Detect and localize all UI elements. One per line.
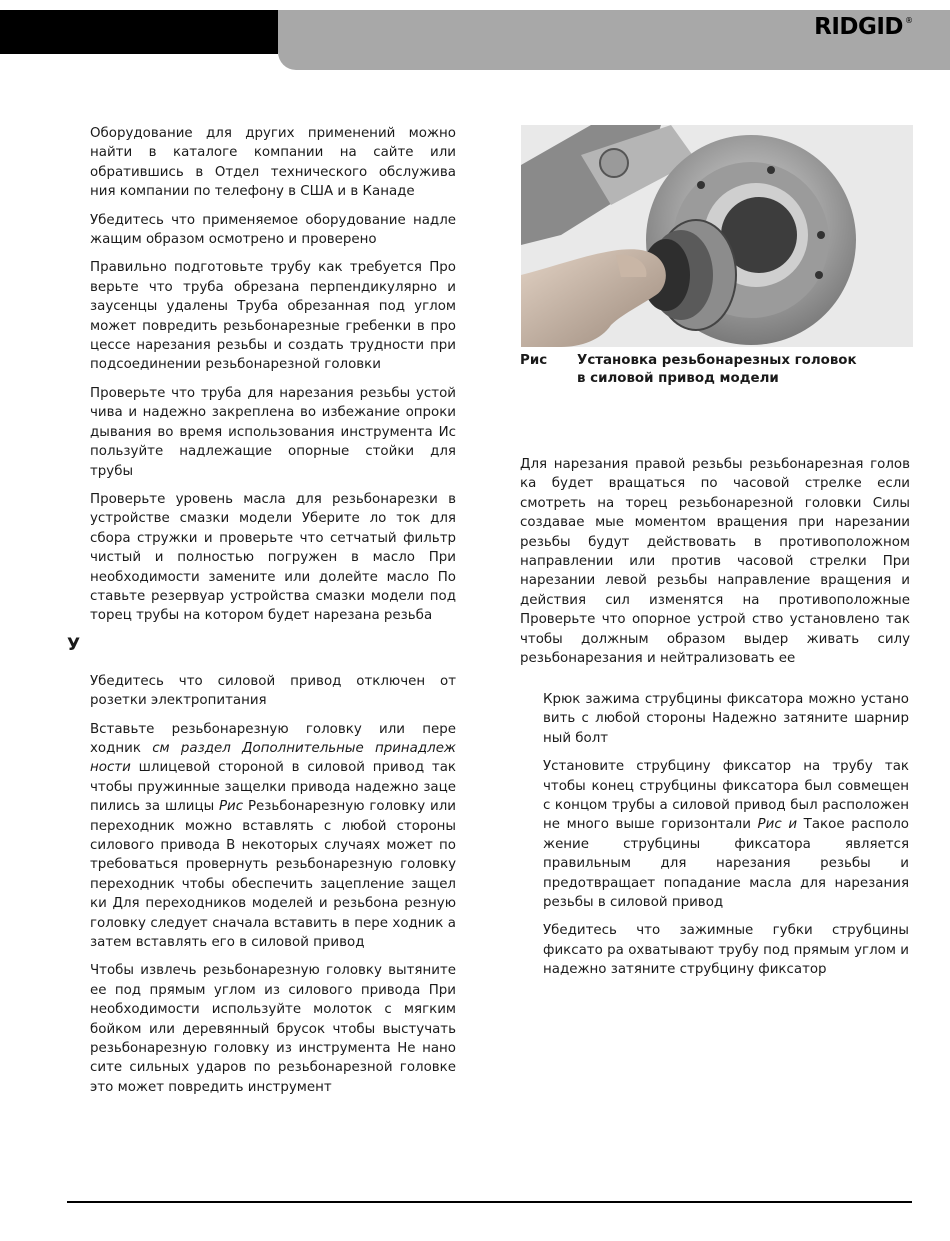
caption-line-2: в силовой привод модели [577,371,779,386]
paragraph-rotation-direction: Для нарезания правой резьбы резьбонарезная голов ка будет вращаться по часовой стрелке если смотреть на торец резьбонарезной головки Силы создавае мые моментом вращения при нарезании резьбы будут действовать в противоположном направлении или против часовой стрелки При нарезании левой резьбы направление вращения и действия сил изменятся на противоположные Проверьте что опорное устрой ство установлено так чтобы должным образом выдер живать силу резьбонарезания и нейтрализовать ее [520,457,910,667]
die-head-installation-illustration [521,125,913,347]
p7-text-mid: шлицевой стороной в силовой привод так чтобы пружинные защелки привода надежно заце пились за шлицы [90,760,456,815]
logo-text: RIDGID [814,14,903,40]
p7-italic-figure-ref: Рис [218,799,244,815]
paragraph-oil-level: Проверьте уровень масла для резьбонарезки в устройстве смазки модели Уберите ло ток для сбора стружки и проверьте что сетчатый фильтр чистый и полностью погружен в масло При необходимости замените или долейте масло По ставьте резервуар устройства смазки модели под торец трубы на котором будет нарезана резьба [90,491,456,624]
p3-text-end: Такое располо жение струбцины фиксатора является правильным для нарезания резьбы и предотвращает попадание масла для нарезания резьбы в силовой привод [543,817,909,911]
ridgid-logo [814,14,913,40]
paragraph-pipe-stability: Проверьте что труба для нарезания резьбы устой чива и надежно закреплена во избежание опроки дывания во время использования инструмента Ис пользуйте надлежащие опорные стойки для трубы [90,385,456,479]
paragraph-prepare-pipe: Правильно подготовьте трубу как требуется Про верьте что труба обрезана перпендикулярно и заусенцы удалены Труба обрезанная под углом может повредить резьбонарезные гребенки в про цессе нарезания резьбы и создать трудности при подсоединении резьбонарезной головки [90,260,456,373]
paragraph-equipment-catalog: Оборудование для других применений можно найти в каталоге компании на сайте или обратившись в Отдел технического обслужива ния компании по телефону в США и в Канаде [90,126,456,200]
right-column-top [520,455,910,677]
p3-text-start: Установите струбцину фиксатор на трубу так чтобы конец струбцины фиксатора был совмещен с концом трубы а силовой привод был расположен не много выше горизонтали [543,759,909,833]
right-column-bottom [543,690,909,989]
paragraph-inspect-equipment: Убедитесь что применяемое оборудование надле жащим образом осмотрено и проверено [90,212,456,248]
left-column [90,124,456,1106]
caption-line-1: Установка резьбонарезных головок [577,353,857,368]
paragraph-remove-die-head: Чтобы извлечь резьбонарезную головку вытяните ее под прямым углом из силового привода При необходимости используйте молоток с мягким бойком или деревянный брусок чтобы выстучать резьбонарезную головку из инструмента Не нано сите сильных ударов по резьбонарезной головке это может повредить инструмент [90,963,456,1095]
paragraph-insert-die-head [90,720,456,953]
section-marker: У [67,635,81,655]
figure-caption-text [577,352,910,388]
registered-mark: ® [905,15,913,25]
figure-label: Рис [520,353,548,368]
p7-text-start: Вставьте резьбонарезную головку или пере ходник [90,721,456,756]
figure-photo [521,125,913,347]
p7-text-end: Резьбонарезную головку или переходник можно вставлять с любой стороны силового привода В некоторых случаях может по требоваться провернуть резьбонарезную головку переходник чтобы обеспечить зацепление защел ки Для переходников моделей и резьбона резную головку следует сначала вставить в пере ходник а затем вставлять его в силовой привод [90,799,456,951]
p3-italic-figure-ref: Рис и [757,817,798,833]
paragraph-unplug-drive: Убедитесь что силовой привод отключен от розетки электропитания [90,673,456,709]
paragraph-install-clamp [543,757,909,912]
paragraph-clamp-jaws: Убедитесь что зажимные губки струбцины фиксато ра охватывают трубу под прямым углом и надежно затяните струбцину фиксатор [543,923,909,978]
p7-italic-accessories: см раздел Дополнительные принадлеж ности [90,740,457,776]
footer-rule [67,1201,912,1203]
header-black-band [0,10,278,54]
paragraph-clamp-hook: Крюк зажима струбцины фиксатора можно устано вить с любой стороны Надежно затяните шарнир ный болт [543,692,909,746]
